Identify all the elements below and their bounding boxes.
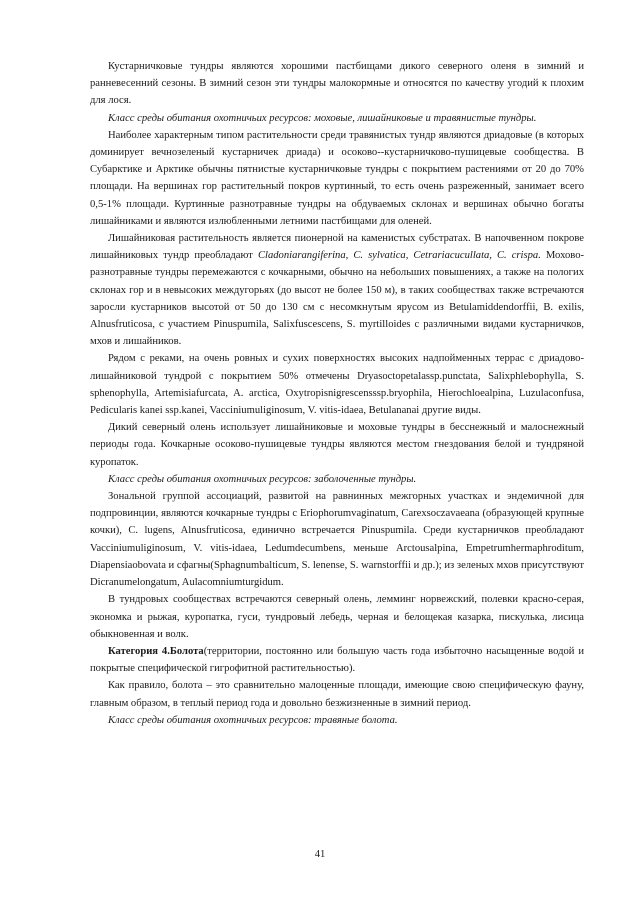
category-4-definition: (территории, постоянно или большую часть года избыточно насыщенные водой и покрытые специфической гигрофитной растительностью). xyxy=(90,645,584,675)
paragraph-tussock-tundra: Зональной группой ассоциаций, развитой на равнинных межгорных участках и эндемичной для подпровинции, являются кочкарные тундры с Eriophorumvaginatum, Carexsoczavaeana (образующей крупные кочки), C. lugens, Alnusfruticosa, единично встречается Pinuspumila. Среди кустарничков преобладают Vacciniumuliginosum, V. vitis-idaea, Ledumdecumbens, меньше Arctousalpina, Empetrumhermaphroditum, Diapensiaobovata и сфагны(Sphagnumbalticum, S. lenense, S. warnstorffii и др.); из зеленых мхов присутствуют Dicranumelongatum, Aulacomniumturgidum. xyxy=(90,491,584,589)
habitat-class-heading-grass-bogs: Класс среды обитания охотничьих ресурсов: травяные болота. xyxy=(108,714,398,726)
paragraph-river-terraces: Рядом с реками, на очень ровных и сухих поверхностях высоких надпойменных террас с дриадово-лишайниковой тундрой с покрытием 50% отмечены Dryasoctopetalassp.punctata, Salixphlebophylla, S. sphenophylla, Artemisiafurcata, A. arctica, Oxytropisnigrescensssp.bryophila, Hierochloealpina, Luzulaconfusa, Pedicularis kanei ssp.kanei, Vacciniumuliginosum, V. vitis-idaea, Betulananai другие виды. xyxy=(90,353,584,417)
habitat-class-heading-moss-lichen-grass-tundra: Класс среды обитания охотничьих ресурсов: моховые, лишайниковые и травянистые тундры. xyxy=(108,112,537,124)
lichen-paragraph-rest: Мохово-разнотравные тундры перемежаются с кочкарными, обычно на небольших повышениях, а также на пологих склонах гор и в невысоких междугорьях (до высот не более 150 м), в таких сообществах также встречаются заросли кустарников высотой от 50 до 130 см с несомкнутым ярусом из Betulamiddendorffii, B. exilis, Alnusfruticosa, с участием Pinuspumila, Salixfuscescens, S. myrtilloides с различными видами кустарничков, мхов и лишайников. xyxy=(90,250,585,348)
paragraph-tundra-fauna: В тундровых сообществах встречаются северный олень, лемминг норвежский, полевки красно-серая, экономка и рыжая, куропатка, гуси, тундровый лебедь, черная и белощекая казарка, пискулька, лисица обыкновенная и волк. xyxy=(90,594,584,640)
category-4-title: Категория 4.Болота xyxy=(108,645,204,657)
paragraph-reindeer-usage: Дикий северный олень использует лишайниковые и моховые тундры в бесснежный и малоснежный периоды года. Кочкарные осоково-пушицевые тундры являются местом гнездования белой и тундряной куропаток. xyxy=(90,422,584,468)
habitat-class-heading-swampy-tundra: Класс среды обитания охотничьих ресурсов: заболоченные тундры. xyxy=(108,473,417,485)
paragraph-lichen-vegetation xyxy=(90,230,584,350)
paragraph-category-4-bogs xyxy=(90,643,584,677)
lichen-species-list: Cladoniarangiferina, C. sylvatica, Cetrariacucullata, C. crispa. xyxy=(257,250,541,262)
document-page xyxy=(90,58,584,729)
paragraph-grass-tundra-vegetation: Наиболее характерным типом растительности среди травянистых тундр являются дриадовые (в которых доминирует вечнозеленый кустарничек дриада) и осоково--кустарничково-пушицевые сообщества. В Субарктике и Арктике обычны пятнистые кустарничковые тундры с покрытием растениями от 20 до 70% площади. На вершинах гор растительный покров куртинный, то есть очень разреженный, занимает всего 0,5-1% площади. Куртинные разнотравные тундры на обдуваемых склонах и вершинах обычно богаты лишайниками и являются излюбленными летними пастбищами для оленей. xyxy=(90,129,584,227)
paragraph-shrub-tundra-pastures: Кустарничковые тундры являются хорошими пастбищами дикого северного оленя в зимний и ранневесенний сезоны. В зимний сезон эти тундры малокормные и относятся по качеству угодий к плохим для лося. xyxy=(90,61,584,107)
lichen-paragraph-intro: Лишайниковая растительность является пионерной на каменистых субстратах. В напочвенном покрове лишайниковых тундр преобладают xyxy=(90,233,584,262)
paragraph-bogs-value: Как правило, болота – это сравнительно малоценные площади, имеющие свою специфическую фауну, главным образом, в теплый период года и довольно безжизненные в зимний период. xyxy=(90,680,584,709)
page-number: 41 xyxy=(314,849,326,860)
